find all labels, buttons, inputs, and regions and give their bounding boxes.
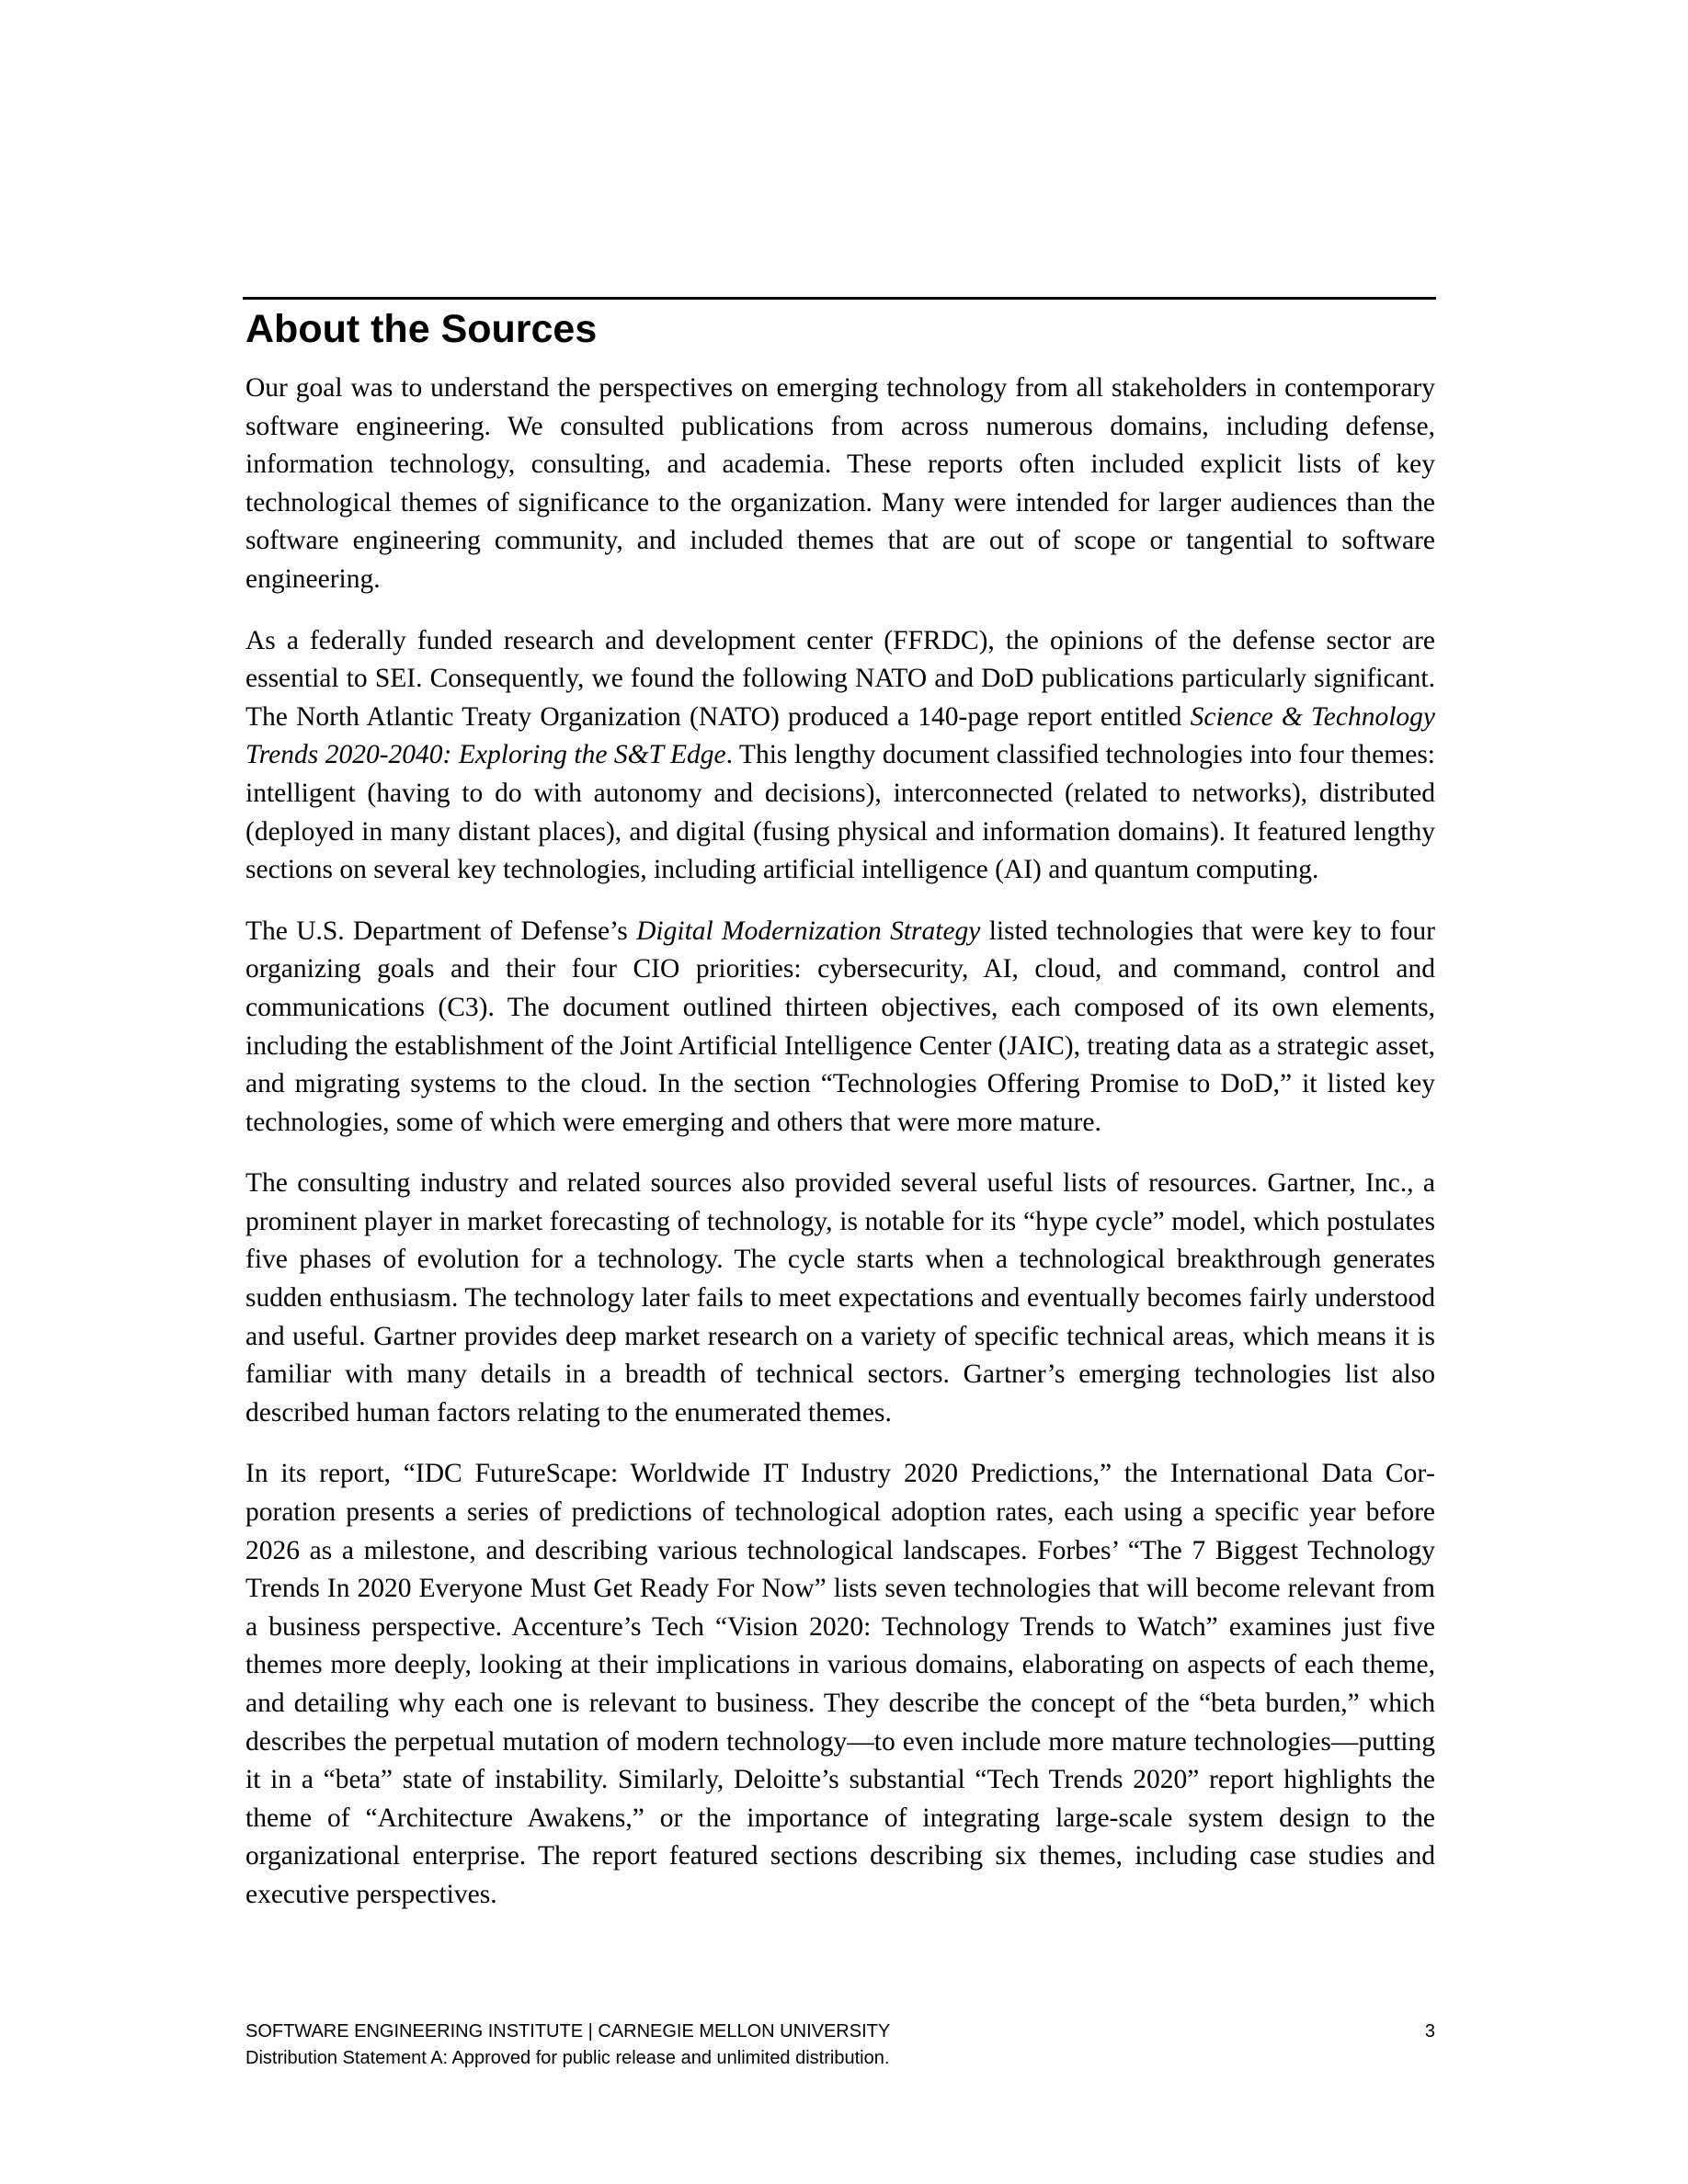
page-number: 3 <box>1424 2021 1435 2042</box>
paragraph-nato-text-1: As a federally funded research and development center (FFRDC), the opinions of the defense sector are essential to SEI. Consequently, we found the following NATO and DoD publications particularly significant. The North Atlantic Treaty Organization (NATO) produced a 140-page report entitled <box>245 625 1435 732</box>
heading-rule <box>243 297 1436 300</box>
paragraph-dod <box>245 913 1435 1143</box>
paragraph-consulting: The consulting industry and related sources also provided several useful lists of resources. Gartner, Inc., a prominent player in market forecasting of technology, is notable for its “hype cycle” model, which postulates five phases of evolution for a technology. The cycle starts when a technological breakthrough generates sudden enthusiasm. The technology later fails to meet expectations and eventually becomes fairly understood and useful. Gartner provides deep market research on a variety of specific technical areas, which means it is familiar with many details in a breadth of technical sectors. Gartner’s emerging technologies list also described human factors relating to the enumerated themes. <box>245 1168 1435 1428</box>
nato-report-title: Science & Technology Trends 2020-2040: Exploring the S&T Edge <box>245 701 1435 770</box>
paragraph-reports: In its report, “IDC FutureScape: Worldwide IT Industry 2020 Predictions,” the International Data Corporation presents a series of predictions of technological adoption rates, each using a specific year before 2026 as a milestone, and describing various technological landscapes. Forbes’ “The 7 Biggest Technology Trends In 2020 Everyone Must Get Ready For Now” lists seven technologies that will become relevant from a business perspective. Accenture’s Tech “Vision 2020: Technology Trends to Watch” examines just five themes more deeply, looking at their implications in various domains, elaborating on aspects of each theme, and detailing why each one is relevant to business. They describe the concept of the “beta burden,” which describes the perpetual mutation of modern technology—to even include more mature technologies—putting it in a “beta” state of instability. Similarly, Deloitte’s substantial “Tech Trends 2020” report highlights the theme of “Architecture Awakens,” or the importance of integrating large-scale system design to the organizational enterprise. The report featured sections describing six themes, including case studies and executive perspectives. <box>245 1459 1435 1909</box>
paragraph-nato-text-2: . This lengthy document classified technologies into four themes: intelligent (having to do with autonomy and decisions), interconnected (related to networks), distributed (deployed in many distant places), and digital (fusing physical and information domains). It featured lengthy sections on several key technologies, including artificial intelligence (AI) and quantum computing. <box>245 740 1435 885</box>
paragraph-dod-text-1: The U.S. Department of Defense’s <box>245 916 637 946</box>
paragraph-goal: Our goal was to understand the perspectives on emerging technology from all stakeholders in contemporary software engineering. We consulted publications from across numerous domains, including defense, information technology, consulting, and academia. These reports often included explicit lists of key technological themes of significance to the organization. Many were intended for larger audiences than the software engineering community, and included themes that are out of scope or tangential to software engineering. <box>245 373 1435 594</box>
page-footer <box>245 2019 1435 2072</box>
body-text <box>245 370 1435 1938</box>
section-heading: About the Sources <box>245 307 598 351</box>
paragraph-nato <box>245 622 1435 890</box>
distribution-statement: Distribution Statement A: Approved for public release and unlimited distribution. <box>245 2048 890 2068</box>
paragraph-dod-text-2: listed technologies that were key to four organizing goals and their four CIO priorities: cybersecurity, AI, cloud, and command, control and communications (C3). The document outlined thirteen objectives, each composed of its own elements, including the establishment of the Joint Artificial Intelligence Center (JAIC), treating data as a strategic asset, and migrating systems to the cloud. In the section “Technologies Offering Promise to DoD,” it listed key technologies, some of which were emerging and others that were more mature. <box>245 916 1435 1137</box>
dod-strategy-title: Digital Modernization Strategy <box>636 916 981 946</box>
footer-institution: SOFTWARE ENGINEERING INSTITUTE | CARNEGIE MELLON UNIVERSITY <box>245 2021 891 2042</box>
